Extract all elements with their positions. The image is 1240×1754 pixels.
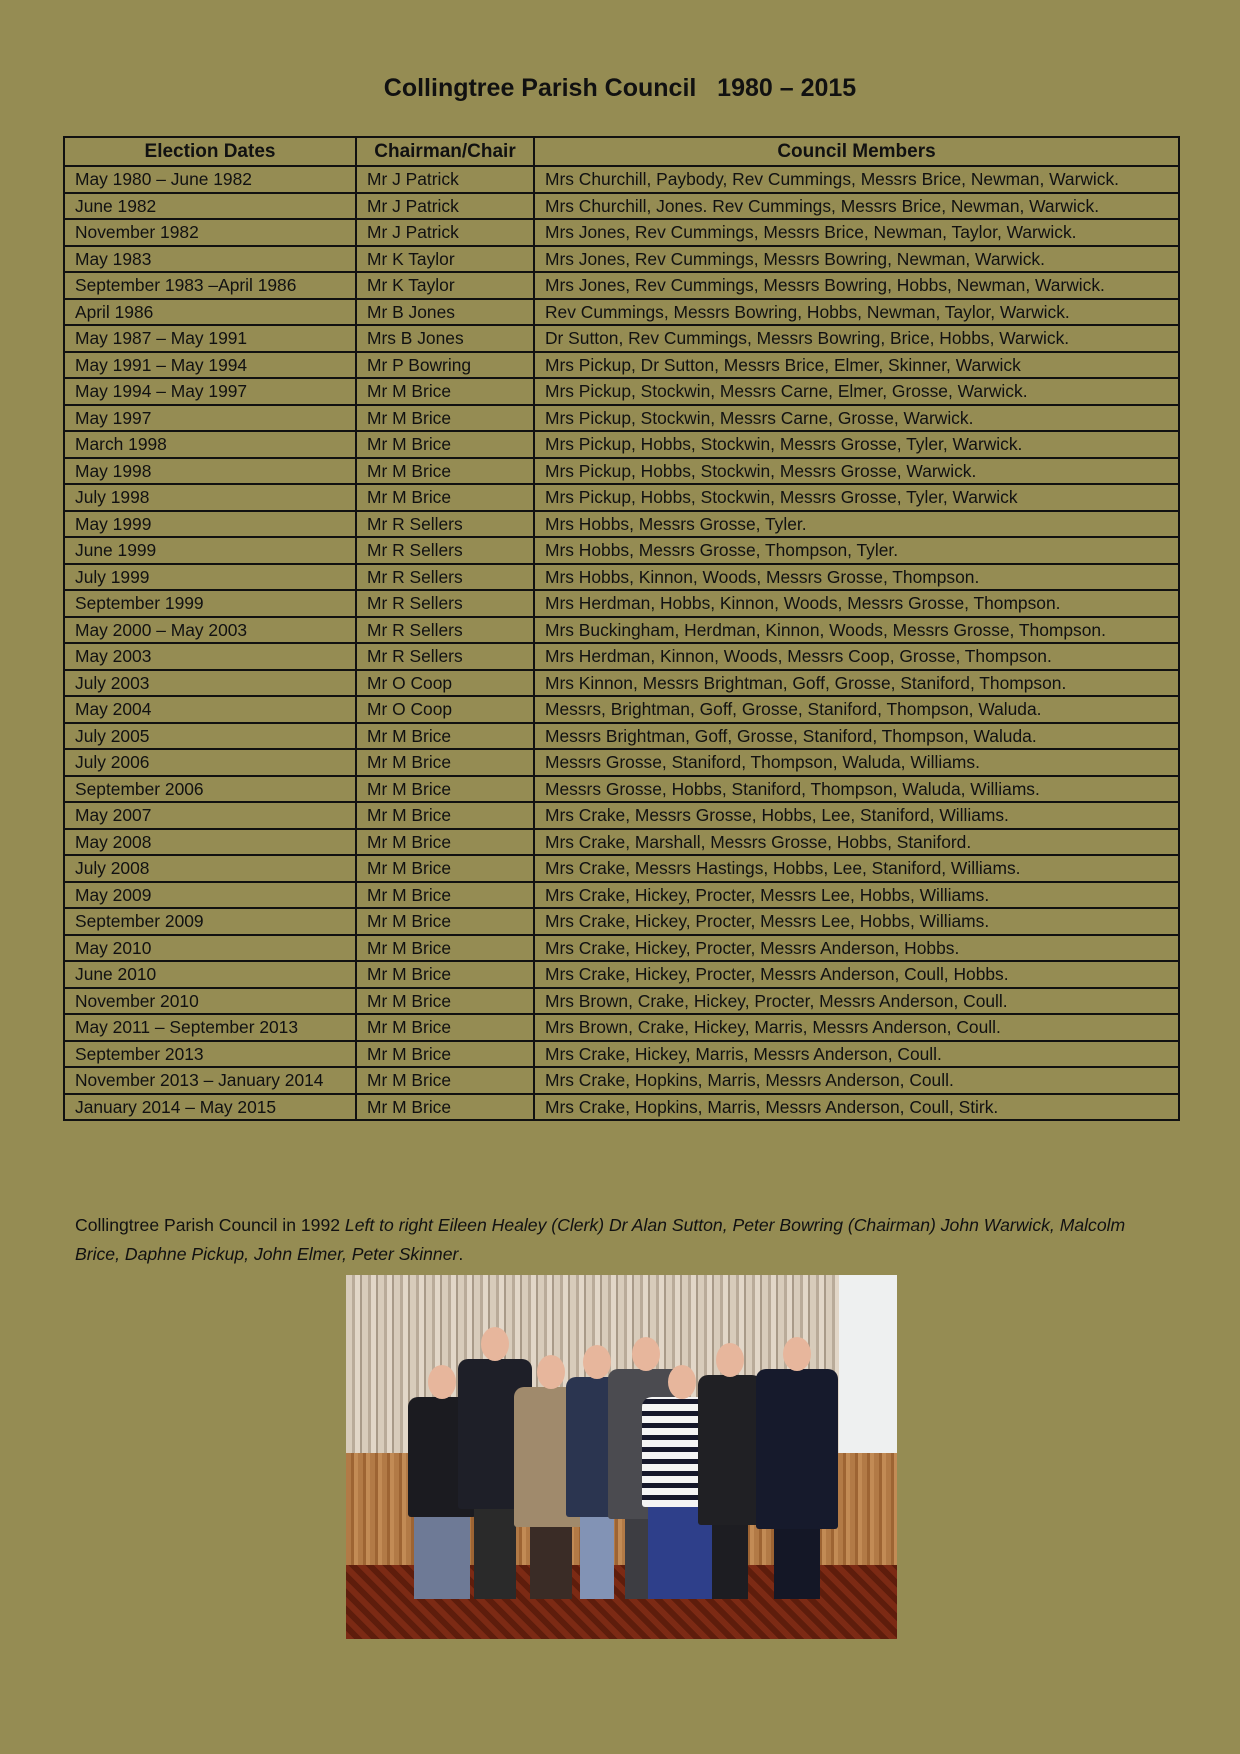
election-date-cell: November 1982	[64, 219, 356, 246]
members-cell: Messrs Brightman, Goff, Grosse, Staniford, Thompson, Waluda.	[534, 723, 1179, 750]
table-row	[64, 935, 1179, 962]
members-cell: Mrs Herdman, Kinnon, Woods, Messrs Coop, Grosse, Thompson.	[534, 643, 1179, 670]
election-date-cell: May 2010	[64, 935, 356, 962]
table-row	[64, 829, 1179, 856]
election-date-cell: June 1982	[64, 193, 356, 220]
table-row	[64, 564, 1179, 591]
chair-cell: Mr J Patrick	[356, 193, 534, 220]
table-row	[64, 802, 1179, 829]
table-row	[64, 166, 1179, 193]
members-cell: Mrs Pickup, Dr Sutton, Messrs Brice, Elmer, Skinner, Warwick	[534, 352, 1179, 379]
chair-cell: Mr M Brice	[356, 961, 534, 988]
election-date-cell: May 1999	[64, 511, 356, 538]
person-figure	[698, 1343, 762, 1639]
table-row	[64, 749, 1179, 776]
election-date-cell: September 2009	[64, 908, 356, 935]
members-cell: Mrs Herdman, Hobbs, Kinnon, Woods, Messrs Grosse, Thompson.	[534, 590, 1179, 617]
members-cell: Mrs Pickup, Hobbs, Stockwin, Messrs Grosse, Warwick.	[534, 458, 1179, 485]
page-title: Collingtree Parish Council 1980 – 2015	[383, 74, 857, 102]
chair-cell: Mr O Coop	[356, 696, 534, 723]
election-date-cell: May 2004	[64, 696, 356, 723]
table-row	[64, 723, 1179, 750]
members-cell: Mrs Churchill, Paybody, Rev Cummings, Messrs Brice, Newman, Warwick.	[534, 166, 1179, 193]
chair-cell: Mr R Sellers	[356, 643, 534, 670]
table-row	[64, 1014, 1179, 1041]
members-cell: Mrs Churchill, Jones. Rev Cummings, Messrs Brice, Newman, Warwick.	[534, 193, 1179, 220]
chair-cell: Mr K Taylor	[356, 272, 534, 299]
election-date-cell: November 2013 – January 2014	[64, 1067, 356, 1094]
chair-cell: Mr M Brice	[356, 749, 534, 776]
table-row	[64, 352, 1179, 379]
chair-cell: Mr M Brice	[356, 1094, 534, 1121]
members-cell: Mrs Jones, Rev Cummings, Messrs Brice, Newman, Taylor, Warwick.	[534, 219, 1179, 246]
election-date-cell: November 2010	[64, 988, 356, 1015]
election-date-cell: June 1999	[64, 537, 356, 564]
members-cell: Mrs Jones, Rev Cummings, Messrs Bowring, Newman, Warwick.	[534, 246, 1179, 273]
chair-cell: Mr P Bowring	[356, 352, 534, 379]
election-date-cell: September 2013	[64, 1041, 356, 1068]
members-cell: Mrs Crake, Hickey, Procter, Messrs Anderson, Hobbs.	[534, 935, 1179, 962]
table-row	[64, 458, 1179, 485]
header-council-members: Council Members	[534, 137, 1179, 166]
chair-cell: Mr M Brice	[356, 908, 534, 935]
members-cell: Rev Cummings, Messrs Bowring, Hobbs, Newman, Taylor, Warwick.	[534, 299, 1179, 326]
chair-cell: Mr M Brice	[356, 431, 534, 458]
election-date-cell: September 2006	[64, 776, 356, 803]
table-header-row	[64, 137, 1179, 166]
members-cell: Mrs Crake, Hickey, Procter, Messrs Lee, Hobbs, Williams.	[534, 908, 1179, 935]
members-cell: Mrs Hobbs, Messrs Grosse, Thompson, Tyler.	[534, 537, 1179, 564]
members-cell: Mrs Jones, Rev Cummings, Messrs Bowring, Hobbs, Newman, Warwick.	[534, 272, 1179, 299]
chair-cell: Mrs B Jones	[356, 325, 534, 352]
members-cell: Mrs Pickup, Stockwin, Messrs Carne, Elmer, Grosse, Warwick.	[534, 378, 1179, 405]
chair-cell: Mr M Brice	[356, 405, 534, 432]
election-date-cell: July 1998	[64, 484, 356, 511]
chair-cell: Mr R Sellers	[356, 590, 534, 617]
election-date-cell: May 1980 – June 1982	[64, 166, 356, 193]
election-date-cell: July 2005	[64, 723, 356, 750]
chair-cell: Mr M Brice	[356, 484, 534, 511]
members-cell: Mrs Crake, Hopkins, Marris, Messrs Anderson, Coull, Stirk.	[534, 1094, 1179, 1121]
election-date-cell: May 1987 – May 1991	[64, 325, 356, 352]
election-date-cell: July 2008	[64, 855, 356, 882]
members-cell: Mrs Brown, Crake, Hickey, Procter, Messrs Anderson, Coull.	[534, 988, 1179, 1015]
chair-cell: Mr M Brice	[356, 776, 534, 803]
chair-cell: Mr R Sellers	[356, 617, 534, 644]
members-cell: Messrs, Brightman, Goff, Grosse, Staniford, Thompson, Waluda.	[534, 696, 1179, 723]
members-cell: Mrs Brown, Crake, Hickey, Marris, Messrs Anderson, Coull.	[534, 1014, 1179, 1041]
table-row	[64, 537, 1179, 564]
election-date-cell: May 2008	[64, 829, 356, 856]
table-row	[64, 431, 1179, 458]
election-date-cell: July 2006	[64, 749, 356, 776]
chair-cell: Mr M Brice	[356, 829, 534, 856]
members-cell: Mrs Crake, Hickey, Marris, Messrs Anderson, Coull.	[534, 1041, 1179, 1068]
council-group-photo	[346, 1275, 897, 1639]
council-table-body	[64, 166, 1179, 1120]
election-date-cell: January 2014 – May 2015	[64, 1094, 356, 1121]
members-cell: Mrs Pickup, Hobbs, Stockwin, Messrs Grosse, Tyler, Warwick	[534, 484, 1179, 511]
election-date-cell: May 2007	[64, 802, 356, 829]
members-cell: Mrs Crake, Hickey, Procter, Messrs Lee, Hobbs, Williams.	[534, 882, 1179, 909]
table-row	[64, 1041, 1179, 1068]
table-row	[64, 1067, 1179, 1094]
table-row	[64, 511, 1179, 538]
council-table	[63, 136, 1180, 1121]
photo-caption	[75, 1211, 1175, 1269]
election-date-cell: May 1983	[64, 246, 356, 273]
members-cell: Mrs Crake, Marshall, Messrs Grosse, Hobbs, Staniford.	[534, 829, 1179, 856]
table-row	[64, 670, 1179, 697]
table-row	[64, 961, 1179, 988]
header-election-dates: Election Dates	[64, 137, 356, 166]
members-cell: Mrs Buckingham, Herdman, Kinnon, Woods, Messrs Grosse, Thompson.	[534, 617, 1179, 644]
table-row	[64, 988, 1179, 1015]
chair-cell: Mr M Brice	[356, 1041, 534, 1068]
chair-cell: Mr B Jones	[356, 299, 534, 326]
chair-cell: Mr M Brice	[356, 1014, 534, 1041]
caption-end: .	[458, 1243, 464, 1264]
chair-cell: Mr J Patrick	[356, 219, 534, 246]
table-row	[64, 484, 1179, 511]
table-row	[64, 246, 1179, 273]
caption-names: Left to right Eileen Healey (Clerk) Dr Alan Sutton, Peter Bowring (Chairman) John Warwick, Malcolm Brice, Daphne Pickup, John Elmer, Peter Skinner	[75, 1214, 1126, 1264]
table-row	[64, 1094, 1179, 1121]
chair-cell: Mr M Brice	[356, 458, 534, 485]
header-chairman: Chairman/Chair	[356, 137, 534, 166]
chair-cell: Mr M Brice	[356, 855, 534, 882]
caption-text: Collingtree Parish Council in 1992	[75, 1214, 345, 1235]
election-date-cell: July 1999	[64, 564, 356, 591]
members-cell: Mrs Crake, Hopkins, Marris, Messrs Anderson, Coull.	[534, 1067, 1179, 1094]
election-date-cell: March 1998	[64, 431, 356, 458]
chair-cell: Mr M Brice	[356, 935, 534, 962]
chair-cell: Mr M Brice	[356, 802, 534, 829]
election-date-cell: May 1997	[64, 405, 356, 432]
election-date-cell: April 1986	[64, 299, 356, 326]
election-date-cell: September 1999	[64, 590, 356, 617]
members-cell: Mrs Pickup, Stockwin, Messrs Carne, Grosse, Warwick.	[534, 405, 1179, 432]
chair-cell: Mr R Sellers	[356, 511, 534, 538]
election-date-cell: September 1983 –April 1986	[64, 272, 356, 299]
members-cell: Mrs Kinnon, Messrs Brightman, Goff, Grosse, Staniford, Thompson.	[534, 670, 1179, 697]
chair-cell: Mr M Brice	[356, 723, 534, 750]
election-date-cell: July 2003	[64, 670, 356, 697]
table-row	[64, 855, 1179, 882]
election-date-cell: May 1991 – May 1994	[64, 352, 356, 379]
table-row	[64, 696, 1179, 723]
table-row	[64, 219, 1179, 246]
table-row	[64, 882, 1179, 909]
table-row	[64, 272, 1179, 299]
table-row	[64, 325, 1179, 352]
members-cell: Mrs Pickup, Hobbs, Stockwin, Messrs Grosse, Tyler, Warwick.	[534, 431, 1179, 458]
members-cell: Dr Sutton, Rev Cummings, Messrs Bowring, Brice, Hobbs, Warwick.	[534, 325, 1179, 352]
chair-cell: Mr R Sellers	[356, 537, 534, 564]
table-row	[64, 378, 1179, 405]
election-date-cell: May 1994 – May 1997	[64, 378, 356, 405]
members-cell: Mrs Crake, Hickey, Procter, Messrs Anderson, Coull, Hobbs.	[534, 961, 1179, 988]
chair-cell: Mr R Sellers	[356, 564, 534, 591]
election-date-cell: May 2009	[64, 882, 356, 909]
table-row	[64, 908, 1179, 935]
table-row	[64, 193, 1179, 220]
election-date-cell: May 2000 – May 2003	[64, 617, 356, 644]
chair-cell: Mr M Brice	[356, 1067, 534, 1094]
person-figure	[756, 1337, 838, 1639]
table-row	[64, 617, 1179, 644]
election-date-cell: May 2003	[64, 643, 356, 670]
table-row	[64, 590, 1179, 617]
chair-cell: Mr K Taylor	[356, 246, 534, 273]
members-cell: Messrs Grosse, Hobbs, Staniford, Thompson, Waluda, Williams.	[534, 776, 1179, 803]
members-cell: Messrs Grosse, Staniford, Thompson, Waluda, Williams.	[534, 749, 1179, 776]
election-date-cell: May 2011 – September 2013	[64, 1014, 356, 1041]
election-date-cell: May 1998	[64, 458, 356, 485]
members-cell: Mrs Hobbs, Messrs Grosse, Tyler.	[534, 511, 1179, 538]
election-date-cell: June 2010	[64, 961, 356, 988]
members-cell: Mrs Crake, Messrs Hastings, Hobbs, Lee, Staniford, Williams.	[534, 855, 1179, 882]
chair-cell: Mr M Brice	[356, 378, 534, 405]
table-row	[64, 405, 1179, 432]
members-cell: Mrs Crake, Messrs Grosse, Hobbs, Lee, Staniford, Williams.	[534, 802, 1179, 829]
chair-cell: Mr J Patrick	[356, 166, 534, 193]
table-row	[64, 776, 1179, 803]
table-row	[64, 643, 1179, 670]
table-row	[64, 299, 1179, 326]
members-cell: Mrs Hobbs, Kinnon, Woods, Messrs Grosse, Thompson.	[534, 564, 1179, 591]
chair-cell: Mr M Brice	[356, 988, 534, 1015]
chair-cell: Mr O Coop	[356, 670, 534, 697]
chair-cell: Mr M Brice	[356, 882, 534, 909]
